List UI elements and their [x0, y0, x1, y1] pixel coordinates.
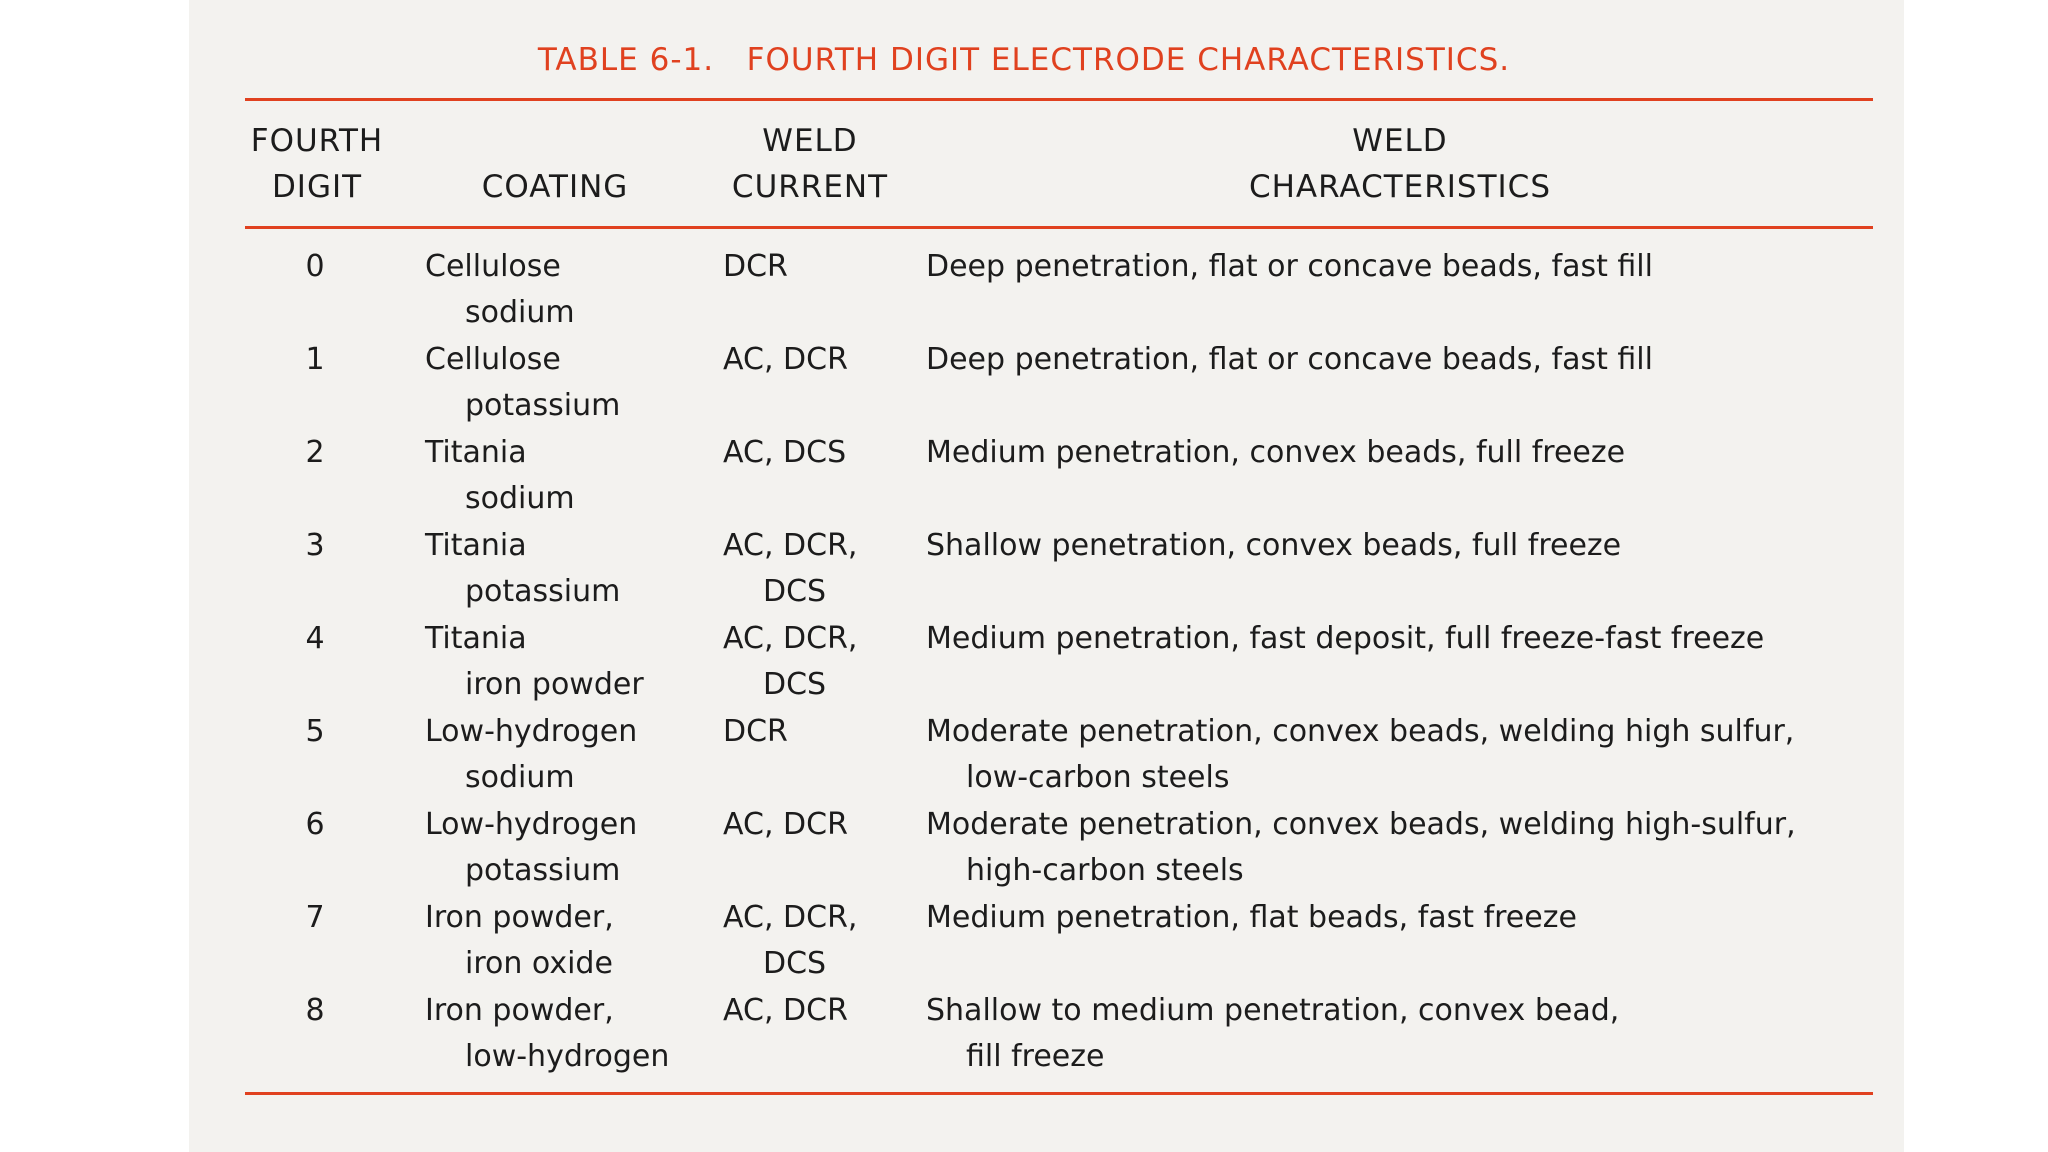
coating-line: sodium — [465, 295, 575, 330]
cell-coating — [425, 616, 644, 708]
characteristics-line — [926, 383, 1653, 429]
table-title: TABLE 6-1. FOURTH DIGIT ELECTRODE CHARACTERISTICS. — [537, 42, 1511, 78]
cell-digit: 1 — [305, 342, 325, 377]
characteristics-line: Medium penetration, fast deposit, full freeze-fast freeze — [926, 621, 1765, 656]
cell-digit: 5 — [305, 714, 325, 749]
cell-coating — [425, 337, 620, 429]
current-line: DCS — [763, 574, 827, 609]
coating-line: sodium — [465, 760, 575, 795]
cell-coating — [425, 244, 575, 336]
cell-digit: 0 — [305, 249, 325, 284]
cell-coating — [425, 430, 575, 522]
characteristics-line — [926, 476, 1625, 522]
cell-weld-current — [723, 802, 848, 894]
characteristics-line: Deep penetration, flat or concave beads, fast fill — [926, 342, 1653, 377]
cell-digit: 6 — [305, 807, 325, 842]
header-fourth-digit-line1: FOURTH — [250, 123, 384, 159]
current-line: DCS — [763, 946, 827, 981]
current-line: AC, DCS — [723, 435, 847, 470]
cell-coating — [425, 802, 637, 894]
header-weld-characteristics-line1: WELD — [1352, 123, 1448, 159]
table-row — [0, 337, 2048, 430]
characteristics-line: Deep penetration, flat or concave beads, fast fill — [926, 249, 1653, 284]
cell-digit: 2 — [305, 435, 325, 470]
characteristics-line — [926, 569, 1621, 615]
current-line: AC, DCR — [723, 342, 848, 377]
table-row — [0, 802, 2048, 895]
header-weld-current-line1: WELD — [762, 123, 858, 159]
cell-weld-current — [723, 337, 848, 429]
coating-line: potassium — [465, 853, 621, 888]
current-line — [723, 755, 788, 801]
cell-weld-current — [723, 895, 857, 987]
characteristics-line: Moderate penetration, convex beads, welding high sulfur, — [926, 714, 1795, 749]
cell-coating — [425, 523, 620, 615]
current-line: AC, DCR, — [723, 900, 858, 935]
coating-line: Cellulose — [425, 249, 561, 284]
characteristics-line: low-carbon steels — [966, 760, 1230, 795]
characteristics-line: Medium penetration, convex beads, full freeze — [926, 435, 1626, 470]
table-row — [0, 244, 2048, 337]
cell-weld-current — [723, 430, 846, 522]
header-weld-current — [715, 118, 905, 210]
header-weld-characteristics-line2: CHARACTERISTICS — [1248, 169, 1552, 205]
cell-weld-current — [723, 616, 857, 708]
current-line — [723, 383, 848, 429]
cell-weld-characteristics — [926, 988, 1619, 1080]
characteristics-line: Medium penetration, flat beads, fast freeze — [926, 900, 1577, 935]
cell-weld-characteristics — [926, 895, 1577, 987]
cell-weld-current — [723, 244, 788, 336]
cell-weld-current — [723, 988, 848, 1080]
coating-line: Cellulose — [425, 342, 561, 377]
cell-digit: 4 — [305, 621, 325, 656]
coating-line: sodium — [465, 481, 575, 516]
header-fourth-digit — [247, 118, 387, 210]
current-line: AC, DCR — [723, 993, 848, 1028]
current-line: AC, DCR, — [723, 621, 858, 656]
current-line: AC, DCR — [723, 807, 848, 842]
current-line: DCS — [763, 667, 827, 702]
cell-coating — [425, 709, 637, 801]
current-line — [723, 1034, 848, 1080]
coating-line: low-hydrogen — [465, 1039, 670, 1074]
characteristics-line — [926, 662, 1764, 708]
characteristics-line — [926, 941, 1577, 987]
bottom-rule — [245, 1092, 1873, 1095]
coating-line: Low-hydrogen — [425, 807, 638, 842]
coating-line: iron powder — [465, 667, 644, 702]
table-row — [0, 430, 2048, 523]
table-row — [0, 523, 2048, 616]
coating-line: Titania — [425, 528, 527, 563]
header-weld-current-line2: CURRENT — [731, 169, 889, 205]
cell-weld-characteristics — [926, 802, 1796, 894]
coating-line: Low-hydrogen — [425, 714, 638, 749]
coating-line: potassium — [465, 574, 621, 609]
current-line — [723, 848, 848, 894]
top-rule — [245, 98, 1873, 101]
header-coating-line2: COATING — [481, 169, 629, 205]
current-line: DCR — [723, 249, 788, 284]
characteristics-line — [926, 290, 1653, 336]
current-line: DCR — [723, 714, 788, 749]
coating-line: iron oxide — [465, 946, 613, 981]
cell-coating — [425, 988, 669, 1080]
coating-line: Iron powder, — [425, 993, 614, 1028]
characteristics-line: fill freeze — [966, 1039, 1105, 1074]
coating-line: Titania — [425, 435, 527, 470]
header-rule — [245, 226, 1873, 229]
coating-line: Iron powder, — [425, 900, 614, 935]
cell-coating — [425, 895, 614, 987]
header-coating — [460, 118, 650, 210]
current-line — [723, 476, 846, 522]
table-row — [0, 988, 2048, 1081]
header-weld-characteristics — [1210, 118, 1590, 210]
characteristics-line: Moderate penetration, convex beads, welding high-sulfur, — [926, 807, 1796, 842]
cell-weld-characteristics — [926, 616, 1764, 708]
cell-digit: 3 — [305, 528, 325, 563]
current-line: AC, DCR, — [723, 528, 858, 563]
table-row — [0, 616, 2048, 709]
characteristics-line: Shallow penetration, convex beads, full freeze — [926, 528, 1622, 563]
cell-weld-characteristics — [926, 523, 1621, 615]
table-row — [0, 895, 2048, 988]
cell-digit: 7 — [305, 900, 325, 935]
header-coating-line1 — [460, 118, 650, 164]
cell-weld-characteristics — [926, 709, 1794, 801]
cell-weld-current — [723, 523, 857, 615]
cell-weld-characteristics — [926, 337, 1653, 429]
characteristics-line: Shallow to medium penetration, convex bead, — [926, 993, 1620, 1028]
coating-line: Titania — [425, 621, 527, 656]
header-fourth-digit-line2: DIGIT — [271, 169, 363, 205]
cell-digit: 8 — [305, 993, 325, 1028]
current-line — [723, 290, 788, 336]
coating-line: potassium — [465, 388, 621, 423]
cell-weld-current — [723, 709, 788, 801]
characteristics-line: high-carbon steels — [966, 853, 1244, 888]
cell-weld-characteristics — [926, 430, 1625, 522]
table-row — [0, 709, 2048, 802]
cell-weld-characteristics — [926, 244, 1653, 336]
